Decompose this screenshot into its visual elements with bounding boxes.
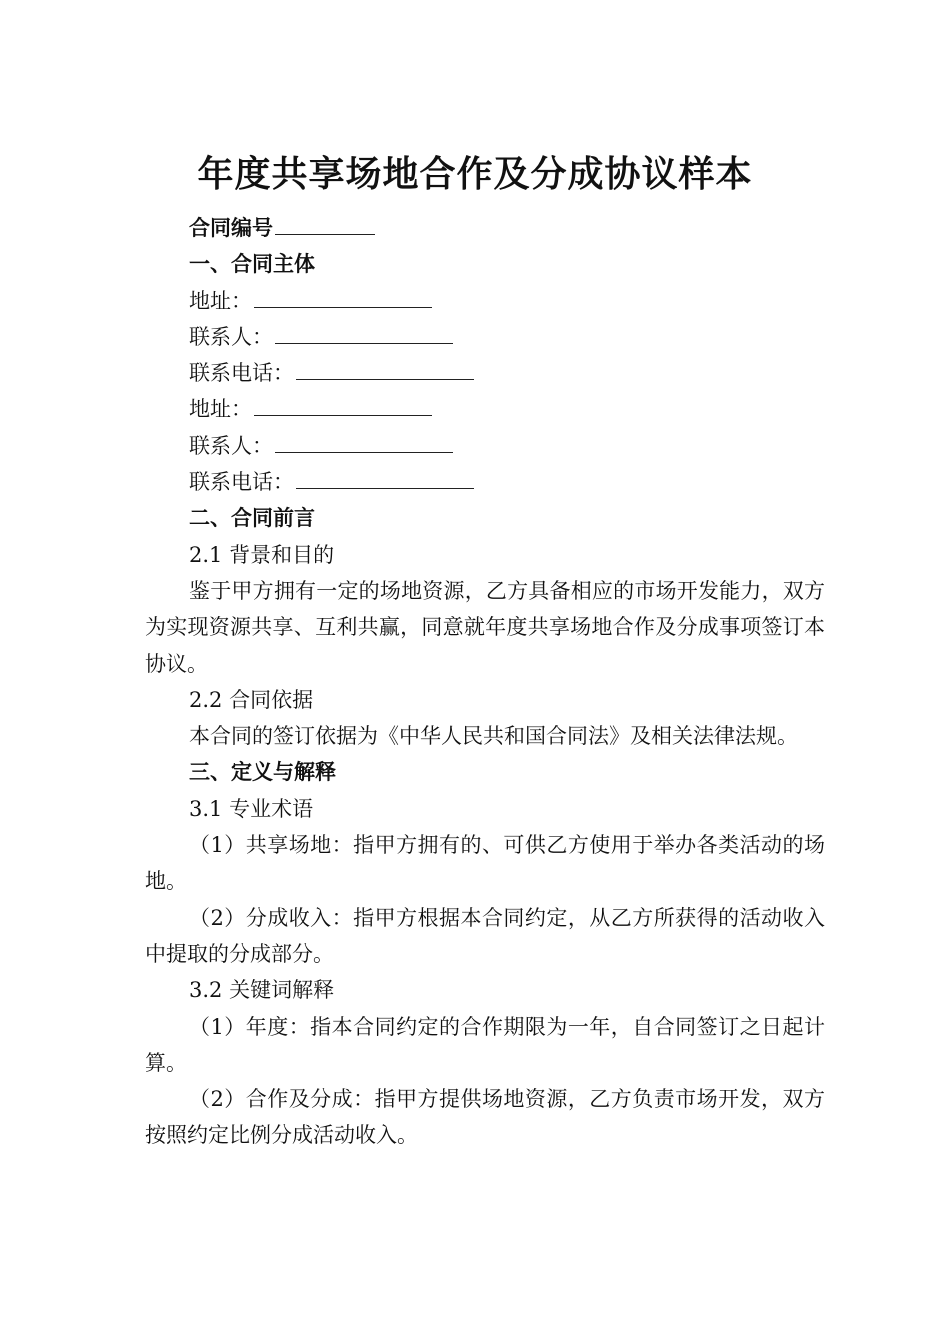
party-b-contact-label: 联系人： (189, 433, 273, 458)
contract-number-blank[interactable] (275, 214, 375, 235)
party-a-phone-label: 联系电话： (189, 361, 294, 386)
party-a-contact-blank[interactable] (275, 323, 453, 344)
party-b-phone-line (145, 464, 825, 500)
section2-heading: 二、合同前言 (189, 506, 315, 531)
party-a-address-label: 地址： (189, 288, 252, 313)
document-body (145, 210, 825, 1154)
section2-2-title: 2.2 合同依据 (189, 687, 314, 712)
section2-1-text: 鉴于甲方拥有一定的场地资源，乙方具备相应的市场开发能力，双方为实现资源共享、互利共赢，同意就年度共享场地合作及分成事项签订本协议。 (145, 578, 825, 676)
contract-number-line (145, 210, 825, 246)
party-a-address-blank[interactable] (254, 287, 432, 308)
section1-heading: 一、合同主体 (189, 252, 315, 277)
term-shared-venue: （1）共享场地：指甲方拥有的、可供乙方使用于举办各类活动的场地。 (145, 833, 825, 894)
party-b-phone-blank[interactable] (296, 468, 474, 489)
party-a-phone-blank[interactable] (296, 359, 474, 380)
keyword-cooperation: （2）合作及分成：指甲方提供场地资源，乙方负责市场开发，双方按照约定比例分成活动收入。 (145, 1087, 825, 1148)
party-b-contact-blank[interactable] (275, 432, 453, 453)
section2-2-text: 本合同的签订依据为《中华人民共和国合同法》及相关法律法规。 (189, 724, 798, 749)
term-revenue-share: （2）分成收入：指甲方根据本合同约定，从乙方所获得的活动收入中提取的分成部分。 (145, 905, 825, 966)
section3-heading: 三、定义与解释 (189, 760, 336, 785)
contract-number-label: 合同编号 (189, 216, 273, 240)
document-title: 年度共享场地合作及分成协议样本 (197, 154, 753, 195)
party-b-phone-label: 联系电话： (189, 470, 294, 495)
party-a-contact-line (145, 319, 825, 355)
party-a-address-line (145, 283, 825, 319)
party-b-contact-line (145, 428, 825, 464)
keyword-annual: （1）年度：指本合同约定的合作期限为一年，自合同签订之日起计算。 (145, 1014, 825, 1075)
party-a-phone-line (145, 355, 825, 391)
party-b-address-label: 地址： (189, 397, 252, 422)
party-b-address-line (145, 391, 825, 427)
section3-2-title: 3.2 关键词解释 (189, 978, 335, 1003)
section3-1-title: 3.1 专业术语 (189, 796, 314, 821)
section2-1-title: 2.1 背景和目的 (189, 542, 335, 567)
party-a-contact-label: 联系人： (189, 324, 273, 349)
party-b-address-blank[interactable] (254, 395, 432, 416)
